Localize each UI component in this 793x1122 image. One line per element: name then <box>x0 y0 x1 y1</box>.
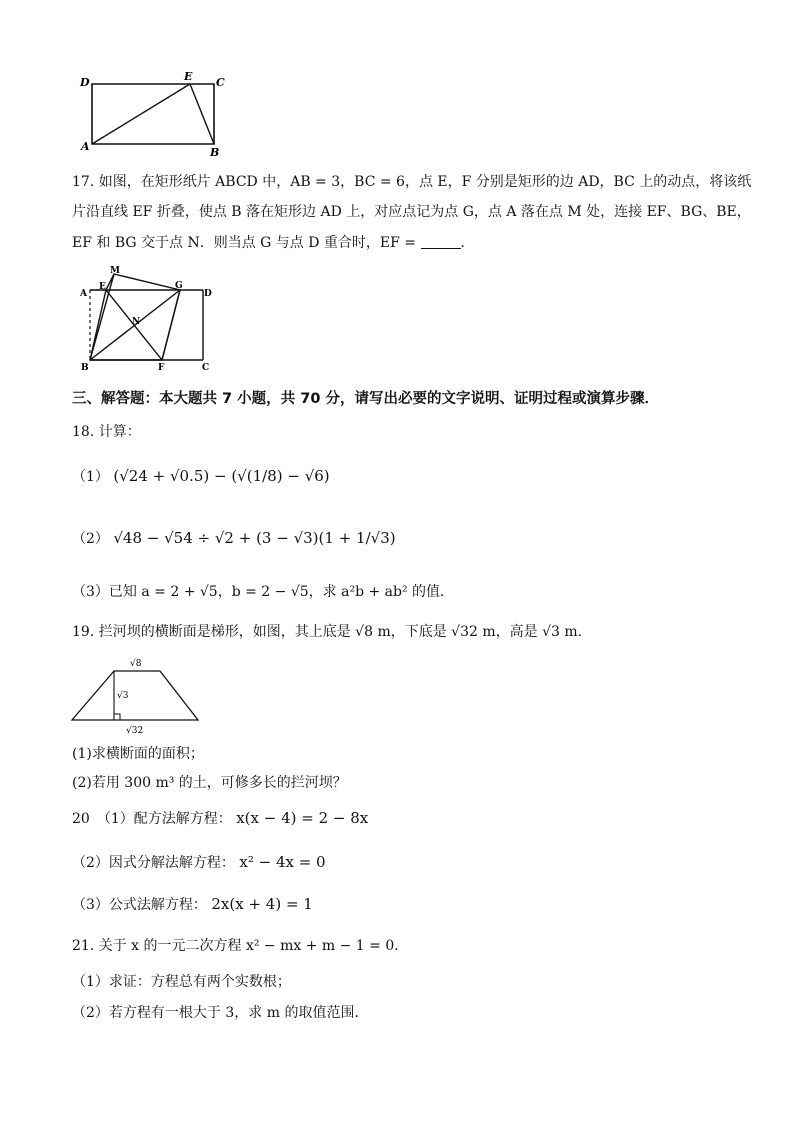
label-d: D <box>204 289 212 299</box>
label-a: A <box>81 140 90 153</box>
label-a: A <box>80 289 87 299</box>
q20-part2-math: x² − 4x = 0 <box>239 853 326 871</box>
q18-part3: （3）已知 a = 2 + √5，b = 2 − √5，求 a²b + ab² 的值． <box>72 584 455 600</box>
q18-part1 <box>72 466 330 487</box>
q17-line1: 17. 如图，在矩形纸片 ABCD 中，AB = 3，BC = 6，点 E，F 分别是矩形的边 AD，BC 上的动点，将该纸 <box>72 174 752 190</box>
rectangle-abcd <box>92 84 214 144</box>
q20-part1-math: x(x − 4) = 2 − 8x <box>236 809 369 827</box>
q17-line3-end: ． <box>460 235 475 251</box>
q19-part2: (2)若用 300 m³ 的土，可修多长的拦河坝？ <box>72 775 347 791</box>
q20-part2-label: （2）因式分解法解方程： <box>72 855 235 871</box>
q20-part1 <box>72 808 368 829</box>
q20-part1-label: 20 （1）配方法解方程： <box>72 811 232 827</box>
q20-part3 <box>72 894 313 915</box>
q18-part2-label: （2） <box>72 531 109 547</box>
q17-line3-text: EF 和 BG 交于点 N．则当点 G 与点 D 重合时，EF = <box>72 235 417 251</box>
answer-blank <box>421 234 461 249</box>
q19-part1: (1)求横断面的面积； <box>72 746 204 762</box>
trapezoid <box>72 671 198 720</box>
q20-part2 <box>72 852 326 873</box>
segment-eb <box>190 84 214 144</box>
q21-part2: （2）若方程有一根大于 3，求 m 的取值范围． <box>72 1005 369 1021</box>
label-bottom-base: √32 <box>126 726 144 736</box>
label-e: E <box>99 282 106 292</box>
q17-line2: 片沿直线 EF 折叠，使点 B 落在矩形边 AD 上，对应点记为点 G，点 A 落在点 M 处，连接 EF、BG、BE， <box>72 204 751 220</box>
q21-part1: （1）求证：方程总有两个实数根； <box>72 974 291 990</box>
section-3-heading: 三、解答题：本大题共 7 小题，共 70 分，请写出必要的文字说明、证明过程或演算步骤． <box>72 391 659 407</box>
q19-title: 19. 拦河坝的横断面是梯形，如图，其上底是 √8 m，下底是 √32 m，高是 √3 m. <box>72 624 583 640</box>
label-c: C <box>216 76 225 89</box>
q18-title: 18. 计算： <box>72 424 141 440</box>
q18-part1-label: （1） <box>72 469 109 485</box>
right-angle-mark <box>114 714 120 720</box>
q20-part3-label: （3）公式法解方程： <box>72 897 207 913</box>
segment-gf <box>162 290 180 360</box>
label-e: E <box>184 70 193 83</box>
label-b: B <box>81 363 89 373</box>
label-g: G <box>175 281 183 291</box>
q21-title: 21. 关于 x 的一元二次方程 x² − mx + m − 1 = 0． <box>72 938 409 954</box>
figure-19-trapezoid <box>68 654 208 738</box>
segment-ae <box>92 84 190 144</box>
label-d: D <box>80 76 90 89</box>
label-b: B <box>210 146 220 159</box>
q17-line3 <box>72 233 475 253</box>
label-f: F <box>158 363 165 373</box>
label-height: √3 <box>117 691 129 701</box>
q18-part2-math: √48 − √54 ÷ √2 + (3 − √3)(1 + 1/√3) <box>113 529 396 547</box>
q18-part1-math: (√24 + √0.5) − (√(1/8) − √6) <box>113 467 330 485</box>
figure-16-rectangle <box>78 70 238 160</box>
q18-part2 <box>72 528 396 549</box>
label-n: N <box>132 317 141 327</box>
label-c: C <box>202 363 210 373</box>
q20-part3-math: 2x(x + 4) = 1 <box>211 895 313 913</box>
label-m: M <box>110 266 120 276</box>
label-top-base: √8 <box>130 659 142 669</box>
figure-17-fold <box>70 264 220 374</box>
